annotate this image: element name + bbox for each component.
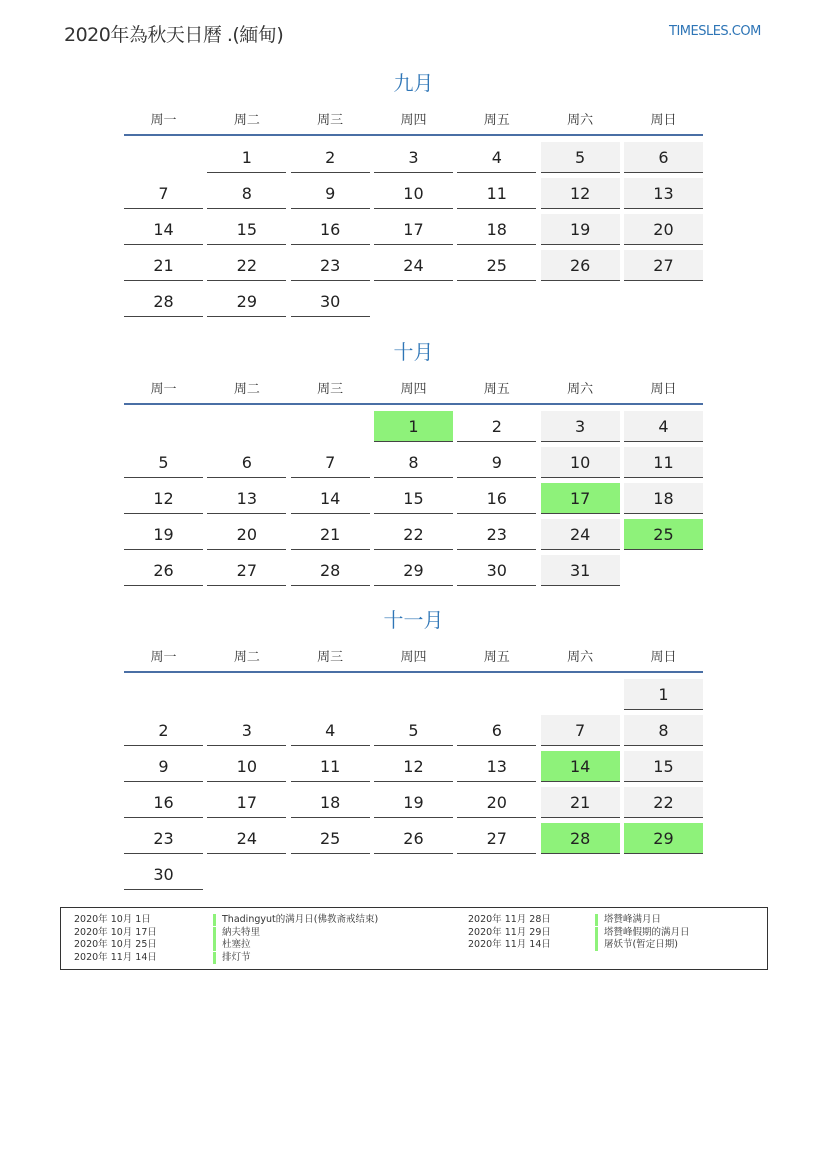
- day-cell[interactable]: 16: [291, 214, 370, 245]
- day-cell[interactable]: 5: [541, 142, 620, 173]
- day-cell[interactable]: 11: [624, 447, 703, 478]
- day-cell[interactable]: 23: [457, 519, 536, 550]
- day-cell[interactable]: 18: [457, 214, 536, 245]
- empty-cell: [374, 859, 453, 890]
- day-cell[interactable]: 13: [207, 483, 286, 514]
- day-cell[interactable]: 14: [124, 214, 203, 245]
- day-cell[interactable]: 27: [457, 823, 536, 854]
- empty-cell: [124, 411, 203, 442]
- legend-date: 2020年 10月 25日: [74, 939, 157, 950]
- empty-cell: [207, 859, 286, 890]
- day-cell[interactable]: 10: [207, 751, 286, 782]
- day-cell[interactable]: 9: [124, 751, 203, 782]
- day-cell[interactable]: 19: [374, 787, 453, 818]
- day-cell[interactable]: 9: [291, 178, 370, 209]
- weekday-header: [124, 635, 703, 673]
- page-title: 2020年為秋天日曆 .(緬甸): [64, 24, 284, 46]
- weekday-label: 周二: [233, 382, 260, 397]
- weekday-label: 周三: [317, 382, 344, 397]
- empty-cell: [207, 411, 286, 442]
- day-cell[interactable]: 2: [291, 142, 370, 173]
- week-row: [124, 411, 703, 447]
- day-cell[interactable]: 22: [624, 787, 703, 818]
- empty-cell: [457, 679, 536, 710]
- weekday-label: 周日: [650, 382, 677, 397]
- day-cell[interactable]: 23: [291, 250, 370, 281]
- week-row: [124, 286, 703, 322]
- month-block: [124, 337, 703, 591]
- day-cell[interactable]: 6: [624, 142, 703, 173]
- weekday-label: 周六: [567, 113, 594, 128]
- holiday-cell[interactable]: 1: [374, 411, 453, 442]
- weekday-label: 周三: [317, 650, 344, 665]
- day-cell[interactable]: 12: [541, 178, 620, 209]
- day-cell[interactable]: 14: [291, 483, 370, 514]
- empty-cell: [457, 859, 536, 890]
- day-cell[interactable]: 20: [207, 519, 286, 550]
- weekday-label: 周二: [233, 650, 260, 665]
- legend-holiday-name: 納夫特里: [213, 927, 260, 939]
- day-cell[interactable]: 26: [374, 823, 453, 854]
- day-cell[interactable]: 15: [374, 483, 453, 514]
- weekday-label: 周日: [650, 650, 677, 665]
- week-row: [124, 787, 703, 823]
- day-cell[interactable]: 25: [291, 823, 370, 854]
- day-cell[interactable]: 3: [207, 715, 286, 746]
- weekday-label: 周日: [650, 113, 677, 128]
- weekday-header: [124, 367, 703, 405]
- day-cell[interactable]: 2: [457, 411, 536, 442]
- day-cell[interactable]: 30: [124, 859, 203, 890]
- day-cell[interactable]: 27: [624, 250, 703, 281]
- day-cell[interactable]: 7: [124, 178, 203, 209]
- day-cell[interactable]: 29: [374, 555, 453, 586]
- week-row: [124, 679, 703, 715]
- empty-cell: [207, 679, 286, 710]
- day-cell[interactable]: 2: [124, 715, 203, 746]
- month-block: [124, 68, 703, 322]
- day-cell[interactable]: 21: [124, 250, 203, 281]
- week-row: [124, 447, 703, 483]
- day-cell[interactable]: 13: [457, 751, 536, 782]
- month-block: [124, 605, 703, 895]
- day-cell[interactable]: 18: [291, 787, 370, 818]
- day-cell[interactable]: 26: [541, 250, 620, 281]
- day-cell[interactable]: 11: [457, 178, 536, 209]
- legend-holiday-name: Thadingyut的满月日(佛教斋戒结束): [213, 914, 378, 926]
- day-cell[interactable]: 22: [207, 250, 286, 281]
- day-cell[interactable]: 27: [207, 555, 286, 586]
- empty-cell: [541, 286, 620, 317]
- week-row: [124, 859, 703, 895]
- legend-date: 2020年 10月 1日: [74, 914, 151, 925]
- empty-cell: [541, 859, 620, 890]
- empty-cell: [124, 679, 203, 710]
- day-cell[interactable]: 7: [291, 447, 370, 478]
- day-cell[interactable]: 5: [374, 715, 453, 746]
- day-cell[interactable]: 17: [374, 214, 453, 245]
- day-cell[interactable]: 8: [374, 447, 453, 478]
- day-cell[interactable]: 13: [624, 178, 703, 209]
- week-row: [124, 555, 703, 591]
- day-cell[interactable]: 1: [624, 679, 703, 710]
- day-cell[interactable]: 22: [374, 519, 453, 550]
- weekday-label: 周四: [400, 650, 427, 665]
- week-row: [124, 142, 703, 178]
- legend-date: 2020年 11月 14日: [468, 939, 551, 950]
- day-cell[interactable]: 11: [291, 751, 370, 782]
- day-cell[interactable]: 3: [541, 411, 620, 442]
- empty-cell: [124, 142, 203, 173]
- day-cell[interactable]: 1: [207, 142, 286, 173]
- day-cell[interactable]: 19: [541, 214, 620, 245]
- day-cell[interactable]: 7: [541, 715, 620, 746]
- legend-holiday-name: 塔贊峰满月日: [595, 914, 661, 926]
- week-row: [124, 250, 703, 286]
- holiday-legend: [60, 907, 768, 970]
- day-cell[interactable]: 5: [124, 447, 203, 478]
- empty-cell: [291, 859, 370, 890]
- day-cell[interactable]: 10: [541, 447, 620, 478]
- day-cell[interactable]: 19: [124, 519, 203, 550]
- legend-holiday-name: 塔贊峰假期的满月日: [595, 927, 690, 939]
- empty-cell: [291, 411, 370, 442]
- legend-holiday-name: 杜塞拉: [213, 939, 251, 951]
- day-cell[interactable]: 30: [457, 555, 536, 586]
- weekday-label: 周一: [150, 113, 177, 128]
- weekday-label: 周二: [233, 113, 260, 128]
- weekday-label: 周五: [483, 382, 510, 397]
- day-cell[interactable]: 4: [457, 142, 536, 173]
- holiday-cell[interactable]: 28: [541, 823, 620, 854]
- day-cell[interactable]: 20: [457, 787, 536, 818]
- month-title: 十一月: [383, 608, 444, 632]
- day-cell[interactable]: 17: [207, 787, 286, 818]
- week-row: [124, 519, 703, 555]
- holiday-cell[interactable]: 29: [624, 823, 703, 854]
- day-cell[interactable]: 16: [457, 483, 536, 514]
- day-cell[interactable]: 3: [374, 142, 453, 173]
- empty-cell: [291, 679, 370, 710]
- weekday-label: 周四: [400, 382, 427, 397]
- legend-date: 2020年 11月 14日: [74, 951, 157, 963]
- week-row: [124, 214, 703, 250]
- legend-date: 2020年 11月 29日: [468, 926, 551, 938]
- day-cell[interactable]: 8: [207, 178, 286, 209]
- weekday-label: 周六: [567, 382, 594, 397]
- weekday-label: 周四: [400, 113, 427, 128]
- day-cell[interactable]: 12: [124, 483, 203, 514]
- day-cell[interactable]: 21: [291, 519, 370, 550]
- empty-cell: [624, 859, 703, 890]
- day-cell[interactable]: 20: [624, 214, 703, 245]
- day-cell[interactable]: 12: [374, 751, 453, 782]
- day-cell[interactable]: 23: [124, 823, 203, 854]
- week-row: [124, 715, 703, 751]
- weekday-label: 周五: [483, 113, 510, 128]
- day-cell[interactable]: 24: [541, 519, 620, 550]
- weekday-label: 周一: [150, 382, 177, 397]
- legend-date: 2020年 11月 28日: [468, 914, 551, 925]
- day-cell[interactable]: 26: [124, 555, 203, 586]
- day-cell[interactable]: 6: [207, 447, 286, 478]
- weekday-label: 周五: [483, 650, 510, 665]
- day-cell[interactable]: 4: [624, 411, 703, 442]
- empty-cell: [374, 679, 453, 710]
- week-row: [124, 178, 703, 214]
- week-row: [124, 751, 703, 787]
- day-cell[interactable]: 16: [124, 787, 203, 818]
- day-cell[interactable]: 15: [624, 751, 703, 782]
- legend-date: 2020年 10月 17日: [74, 926, 157, 938]
- weekday-label: 周六: [567, 650, 594, 665]
- weekday-label: 周三: [317, 113, 344, 128]
- legend-holiday-name: 排灯节: [213, 952, 251, 964]
- day-cell[interactable]: 24: [207, 823, 286, 854]
- empty-cell: [624, 555, 703, 586]
- site-link[interactable]: TIMESLES.COM: [669, 24, 761, 39]
- empty-cell: [541, 679, 620, 710]
- day-cell[interactable]: 28: [291, 555, 370, 586]
- day-cell[interactable]: 18: [624, 483, 703, 514]
- day-cell[interactable]: 24: [374, 250, 453, 281]
- day-cell[interactable]: 29: [207, 286, 286, 317]
- day-cell[interactable]: 10: [374, 178, 453, 209]
- legend-holiday-name: 屠妖节(暂定日期): [595, 939, 678, 951]
- week-row: [124, 823, 703, 859]
- month-title: 九月: [393, 71, 434, 95]
- weekday-label: 周一: [150, 650, 177, 665]
- holiday-cell[interactable]: 14: [541, 751, 620, 782]
- day-cell[interactable]: 8: [624, 715, 703, 746]
- day-cell[interactable]: 31: [541, 555, 620, 586]
- day-cell[interactable]: 4: [291, 715, 370, 746]
- empty-cell: [624, 286, 703, 317]
- day-cell[interactable]: 30: [291, 286, 370, 317]
- empty-cell: [374, 286, 453, 317]
- day-cell[interactable]: 21: [541, 787, 620, 818]
- holiday-cell[interactable]: 17: [541, 483, 620, 514]
- day-cell[interactable]: 6: [457, 715, 536, 746]
- day-cell[interactable]: 9: [457, 447, 536, 478]
- day-cell[interactable]: 25: [457, 250, 536, 281]
- week-row: [124, 483, 703, 519]
- month-title: 十月: [393, 340, 434, 364]
- day-cell[interactable]: 28: [124, 286, 203, 317]
- empty-cell: [457, 286, 536, 317]
- day-cell[interactable]: 15: [207, 214, 286, 245]
- weekday-header: [124, 98, 703, 136]
- holiday-cell[interactable]: 25: [624, 519, 703, 550]
